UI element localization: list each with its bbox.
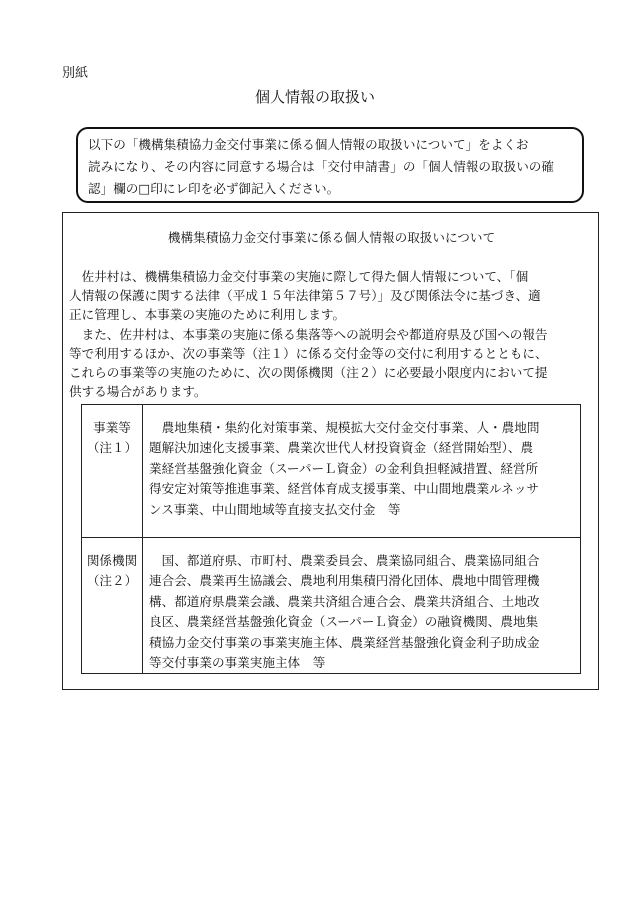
personal-info-handling-section	[62, 212, 599, 690]
row-header-label: 事業等	[93, 420, 131, 435]
row-content-projects	[143, 405, 581, 538]
notice-line: 認」欄の□印にレ印を必ず御記入ください。	[88, 181, 340, 196]
row-header-projects	[82, 405, 143, 538]
cell-line: 積協力金交付事業の事業実施主体、農業経営基盤強化資金利子助成金	[149, 634, 540, 650]
usage-table	[81, 404, 581, 674]
cell-line: 題解決加速化支援事業、農業次世代人材投資資金（経営開始型）、農	[149, 440, 534, 456]
cell-line: 業経営基盤強化資金（スーパーＬ資金）の金利負担軽減措置、経営所	[149, 460, 539, 476]
cell-line: 農地集積・集約化対策事業、規模拡大交付金交付事業、人・農地問	[149, 420, 540, 435]
row-content-agencies	[143, 538, 581, 674]
attachment-label: 別紙	[62, 66, 89, 81]
notice-line: 読みになり、その内容に同意する場合は「交付申請書」の「個人情報の取扱いの確	[88, 159, 554, 174]
section-paragraph	[69, 267, 593, 401]
cell-line: 良区、農業経営基盤強化資金（スーパーＬ資金）の融資機関、農地集	[149, 614, 539, 630]
paragraph-line: 供する場合があります。	[69, 384, 207, 400]
paragraph-line: また、佐井村は、本事業の実施に係る集落等への説明会や都道府県及び国への報告	[69, 326, 548, 342]
row-header-note: （注２）	[86, 573, 138, 588]
table-row	[82, 538, 581, 674]
consent-notice-box	[76, 127, 584, 203]
cell-line: 国、都道府県、市町村、農業委員会、農業協同組合、農業協同組合	[149, 553, 540, 568]
notice-line: 以下の「機構集積協力金交付事業に係る個人情報の取扱いについて」をよくお	[88, 137, 529, 152]
page-title: 個人情報の取扱い	[254, 88, 375, 106]
paragraph-line: 佐井村は、機構集積協力金交付事業の実施に際して得た個人情報について、「個	[69, 269, 529, 284]
row-header-agencies	[82, 538, 143, 674]
table-row	[82, 405, 581, 538]
cell-line: 得安定対策等推進事業、経営体育成支援事業、中山間地農業ルネッサ	[149, 481, 540, 497]
paragraph-line: 等で利用するほか、次の事業等（注１）に係る交付金等の交付に利用するとともに、	[69, 345, 548, 361]
section-title: 機構集積協力金交付事業に係る個人情報の取扱いについて	[167, 230, 496, 245]
cell-line: 等交付事業の事業実施主体 等	[149, 655, 326, 671]
paragraph-line: 正に管理し、本事業の実施のために利用します。	[69, 307, 346, 323]
row-header-note: （注１）	[86, 440, 138, 455]
row-header-label: 関係機関	[86, 553, 138, 568]
cell-line: ンス事業、中山間地域等直接支払交付金 等	[149, 501, 401, 517]
cell-line: 連合会、農業再生協議会、農地利用集積円滑化団体、農地中間管理機	[149, 573, 540, 589]
paragraph-line: これらの事業等の実施のために、次の関係機関（注２）に必要最小限度内において提	[69, 365, 548, 381]
paragraph-line: 人情報の保護に関する法律（平成１５年法律第５７号）」及び関係法令に基づき、適	[69, 288, 541, 304]
cell-line: 構、都道府県農業会議、農業共済組合連合会、農業共済組合、土地改	[149, 593, 540, 609]
